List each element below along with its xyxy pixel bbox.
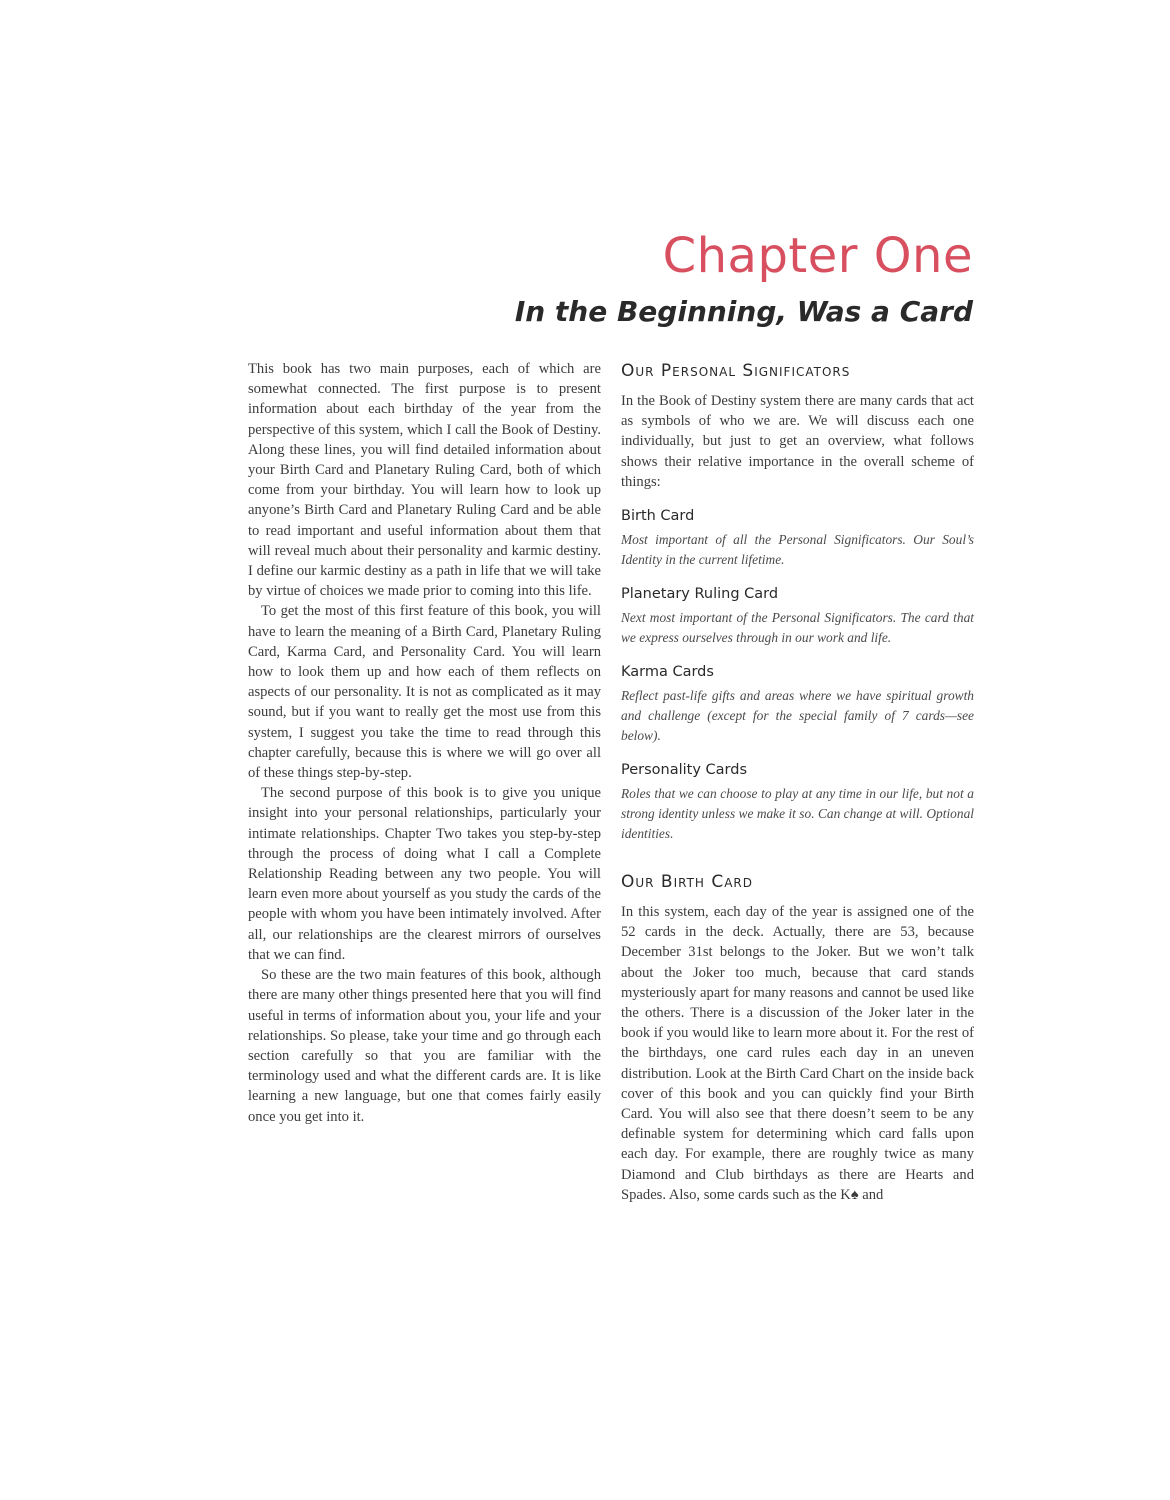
significator-description: Roles that we can choose to play at any time in our life, but not a strong identity unless we make it so. Can change at will. Optional identities. <box>621 786 974 842</box>
significator-description: Next most important of the Personal Significators. The card that we express ourselves through in our work and life. <box>621 610 974 646</box>
body-paragraph: To get the most of this first feature of this book, you will have to learn the meaning of a Birth Card, Planetary Ruling Card, Karma Card, and Personality Card. You will learn how to look them up and how each of them reflects on aspects of our personality. It is not as complicated as it may sound, but if you want to really get the most use from this system, I suggest you take the time to read through this chapter carefully, because this is where we will go over all of these things step-by-step. <box>248 603 601 782</box>
significator-item <box>621 506 974 570</box>
chapter-heading <box>515 226 973 330</box>
birth-card-body: In this system, each day of the year is assigned one of the 52 cards in the deck. Actually, there are 53, because December 31st belongs to the Joker. But we won’t talk about the Joker too much, because that card stands mysteriously apart for many reasons and cannot be used like the others. There is a discussion of the Joker later in the book if you would like to learn more about it. For the rest of the birthdays, one card rules each day in an uneven distribution. Look at the Birth Card Chart on the inside back cover of this book and you can quickly find your Birth Card. You will also see that there doesn’t seem to be any definable system for determining which card falls upon each day. For example, there are roughly twice as many Diamond and Club birthdays as there are Hearts and Spades. Also, some cards such as the K♠ and <box>621 904 974 1203</box>
body-paragraph: So these are the two main features of this book, although there are many other things presented here that you will find useful in terms of information about you, your life and your relationships. So please, take your time and go through each section carefully so that you are familiar with the terminology used and what the different cards are. It is like learning a new language, but one that comes fairly easily once you get into it. <box>248 967 601 1125</box>
section-heading-birth-card: Our Birth Card <box>621 872 753 893</box>
significator-item <box>621 584 974 648</box>
left-column <box>248 359 601 1127</box>
body-paragraph: This book has two main purposes, each of which are somewhat connected. The first purpose is to present information about each birthday of the year from the perspective of this system, which I call the Book of Destiny. Along these lines, you will find detailed information about your Birth Card and Planetary Ruling Card, both of which come from your birthday. You will learn how to look up anyone’s Birth Card and Planetary Ruling Card and be able to read important and useful information about them that will reveal much about their personality and karmic destiny. I define our karmic destiny as a path in life that we will take by virtue of choices we made prior to coming into this life. <box>248 361 601 600</box>
chapter-title: Chapter One <box>662 228 973 284</box>
significator-item <box>621 662 974 746</box>
right-column <box>621 359 974 1205</box>
chapter-subtitle: In the Beginning, Was a Card <box>514 295 973 328</box>
significator-name: Karma Cards <box>621 664 714 681</box>
significators-intro: In the Book of Destiny system there are many cards that act as symbols of who we are. We will discuss each one individually, but just to get an overview, what follows shows their relative importance in the overall scheme of things: <box>621 393 974 490</box>
significator-item <box>621 760 974 844</box>
significator-name: Planetary Ruling Card <box>621 586 779 603</box>
section-spacer <box>621 844 974 870</box>
section-heading-significators: Our Personal Significators <box>621 361 851 381</box>
significator-name: Personality Cards <box>621 762 748 779</box>
significator-description: Most important of all the Personal Significators. Our Soul’s Identity in the current lifetime. <box>621 532 974 568</box>
significator-name: Birth Card <box>621 508 695 525</box>
significator-description: Reflect past-life gifts and areas where we have spiritual growth and challenge (except for the special family of 7 cards—see below). <box>621 688 974 744</box>
body-paragraph: The second purpose of this book is to give you unique insight into your personal relationships, particularly your intimate relationships. Chapter Two takes you step-by-step through the process of doing what I call a Complete Relationship Reading between any two people. You will learn even more about yourself as you study the cards of the people with whom you have been intimately involved. After all, our relationships are the clearest mirrors of ourselves that we can find. <box>248 785 601 963</box>
